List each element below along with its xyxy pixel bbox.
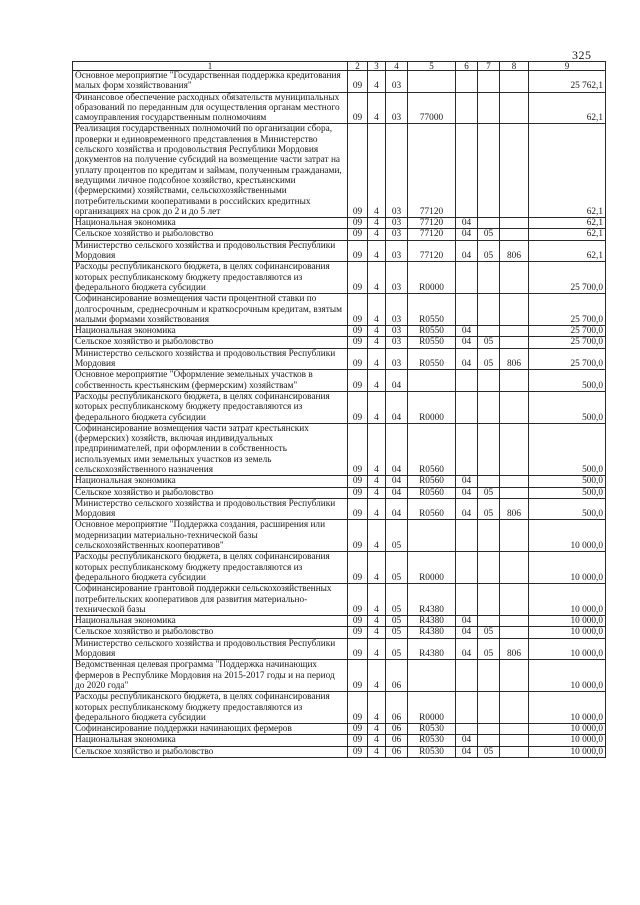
table-row xyxy=(73,552,606,584)
code-event: 03 xyxy=(386,71,408,93)
table-row xyxy=(73,638,606,660)
code-section: 04 xyxy=(456,746,478,757)
row-label: Министерство сельского хозяйства и продовольствия Республики Мордовия xyxy=(73,498,348,520)
row-label: Министерство сельского хозяйства и продовольствия Республики Мордовия xyxy=(73,638,348,660)
row-amount: 62,1 xyxy=(529,124,606,218)
code-event: 03 xyxy=(386,218,408,229)
table-row xyxy=(73,92,606,124)
code-ministry xyxy=(500,229,529,240)
code-event: 06 xyxy=(386,660,408,692)
code-subprogram: 4 xyxy=(368,627,386,638)
row-amount: 500,0 xyxy=(529,423,606,475)
code-event: 06 xyxy=(386,735,408,746)
row-label: Национальная экономика xyxy=(73,735,348,746)
code-event: 03 xyxy=(386,326,408,337)
code-subprogram: 4 xyxy=(368,370,386,392)
row-label: Софинансирование возмещения части затрат крестьянских (фермерских) хозяйств, включая индивидуальных предпринимателей, при оформлении в собственность используемых ими земельных участков из земель сельскохозяйственного назначения xyxy=(73,423,348,475)
table-row xyxy=(73,487,606,498)
code-section: 04 xyxy=(456,627,478,638)
code-direction: R0560 xyxy=(408,487,456,498)
code-ministry: 806 xyxy=(500,638,529,660)
code-subsection xyxy=(478,262,500,294)
code-ministry xyxy=(500,124,529,218)
code-subprogram: 4 xyxy=(368,746,386,757)
code-subprogram: 4 xyxy=(368,476,386,487)
code-ministry xyxy=(500,370,529,392)
code-section xyxy=(456,660,478,692)
code-subsection xyxy=(478,584,500,616)
row-amount: 10 000,0 xyxy=(529,584,606,616)
code-section xyxy=(456,124,478,218)
code-subprogram: 4 xyxy=(368,487,386,498)
row-amount: 500,0 xyxy=(529,370,606,392)
code-subprogram: 4 xyxy=(368,348,386,370)
code-direction xyxy=(408,520,456,552)
col-header: 6 xyxy=(456,62,478,71)
code-gp: 09 xyxy=(348,337,368,348)
code-event: 04 xyxy=(386,370,408,392)
code-event: 03 xyxy=(386,294,408,326)
row-amount: 62,1 xyxy=(529,240,606,262)
code-section: 04 xyxy=(456,498,478,520)
table-row xyxy=(73,71,606,93)
table-row xyxy=(73,660,606,692)
code-subprogram: 4 xyxy=(368,616,386,627)
table-row xyxy=(73,746,606,757)
code-section: 04 xyxy=(456,337,478,348)
code-subsection xyxy=(478,735,500,746)
code-subsection: 05 xyxy=(478,229,500,240)
row-amount: 10 000,0 xyxy=(529,638,606,660)
code-event: 03 xyxy=(386,348,408,370)
code-gp: 09 xyxy=(348,240,368,262)
code-subprogram: 4 xyxy=(368,520,386,552)
row-amount: 10 000,0 xyxy=(529,692,606,724)
code-direction: R0550 xyxy=(408,337,456,348)
code-subsection: 05 xyxy=(478,498,500,520)
row-label: Софинансирование поддержки начинающих фермеров xyxy=(73,724,348,735)
row-amount: 25 700,0 xyxy=(529,326,606,337)
row-amount: 25 700,0 xyxy=(529,348,606,370)
row-label: Министерство сельского хозяйства и продовольствия Республики Мордовия xyxy=(73,348,348,370)
code-gp: 09 xyxy=(348,423,368,475)
code-direction: R0550 xyxy=(408,348,456,370)
row-amount: 10 000,0 xyxy=(529,735,606,746)
code-subsection: 05 xyxy=(478,337,500,348)
table-row xyxy=(73,124,606,218)
row-label: Основное мероприятие "Поддержка создания, расширения или модернизации материально-технической базы сельскохозяйственных кооперативов" xyxy=(73,520,348,552)
code-ministry xyxy=(500,262,529,294)
code-gp: 09 xyxy=(348,552,368,584)
code-subprogram: 4 xyxy=(368,692,386,724)
code-subprogram: 4 xyxy=(368,552,386,584)
code-section xyxy=(456,370,478,392)
row-amount: 10 000,0 xyxy=(529,660,606,692)
code-ministry xyxy=(500,218,529,229)
code-ministry xyxy=(500,294,529,326)
code-ministry xyxy=(500,660,529,692)
code-ministry xyxy=(500,616,529,627)
code-subsection xyxy=(478,326,500,337)
code-gp: 09 xyxy=(348,692,368,724)
code-gp: 09 xyxy=(348,638,368,660)
table-row xyxy=(73,229,606,240)
code-subprogram: 4 xyxy=(368,724,386,735)
code-ministry xyxy=(500,627,529,638)
code-ministry: 806 xyxy=(500,348,529,370)
table-row xyxy=(73,735,606,746)
code-section xyxy=(456,71,478,93)
code-event: 03 xyxy=(386,229,408,240)
row-amount: 25 700,0 xyxy=(529,294,606,326)
code-section xyxy=(456,552,478,584)
row-label: Национальная экономика xyxy=(73,616,348,627)
code-subsection xyxy=(478,724,500,735)
table-row xyxy=(73,423,606,475)
code-gp: 09 xyxy=(348,487,368,498)
code-event: 03 xyxy=(386,337,408,348)
row-amount: 62,1 xyxy=(529,229,606,240)
code-section xyxy=(456,92,478,124)
code-event: 04 xyxy=(386,476,408,487)
col-header: 4 xyxy=(386,62,408,71)
row-label: Расходы республиканского бюджета, в целях софинансирования которых республиканскому бюджету предоставляются из федерального бюджета субсидии xyxy=(73,692,348,724)
row-label: Софинансирование грантовой поддержки сельскохозяйственных потребительских кооперативов для развития материально-технической базы xyxy=(73,584,348,616)
code-gp: 09 xyxy=(348,218,368,229)
table-row xyxy=(73,294,606,326)
code-event: 03 xyxy=(386,124,408,218)
col-header: 9 xyxy=(529,62,606,71)
code-event: 05 xyxy=(386,627,408,638)
row-label: Основное мероприятие "Оформление земельных участков в собственность крестьянским (фермерским) хозяйствам" xyxy=(73,370,348,392)
code-event: 06 xyxy=(386,724,408,735)
code-subsection xyxy=(478,692,500,724)
code-gp: 09 xyxy=(348,627,368,638)
code-event: 05 xyxy=(386,584,408,616)
table-row xyxy=(73,584,606,616)
row-label: Сельское хозяйство и рыболовство xyxy=(73,627,348,638)
code-subprogram: 4 xyxy=(368,124,386,218)
code-gp: 09 xyxy=(348,476,368,487)
code-gp: 09 xyxy=(348,370,368,392)
code-subsection xyxy=(478,124,500,218)
code-direction: R0560 xyxy=(408,423,456,475)
code-section xyxy=(456,584,478,616)
code-gp: 09 xyxy=(348,294,368,326)
code-gp: 09 xyxy=(348,326,368,337)
row-amount: 62,1 xyxy=(529,218,606,229)
code-direction: R0560 xyxy=(408,476,456,487)
code-direction: R0000 xyxy=(408,262,456,294)
code-gp: 09 xyxy=(348,520,368,552)
code-section: 04 xyxy=(456,487,478,498)
row-label: Сельское хозяйство и рыболовство xyxy=(73,229,348,240)
row-amount: 25 762,1 xyxy=(529,71,606,93)
code-subsection: 05 xyxy=(478,487,500,498)
code-subsection: 05 xyxy=(478,638,500,660)
code-gp: 09 xyxy=(348,348,368,370)
code-direction: R0560 xyxy=(408,498,456,520)
code-section: 04 xyxy=(456,326,478,337)
code-subprogram: 4 xyxy=(368,218,386,229)
code-section xyxy=(456,391,478,423)
code-subprogram: 4 xyxy=(368,71,386,93)
row-amount: 62,1 xyxy=(529,92,606,124)
code-ministry xyxy=(500,476,529,487)
code-event: 03 xyxy=(386,262,408,294)
code-subsection xyxy=(478,218,500,229)
code-direction: R0550 xyxy=(408,294,456,326)
code-ministry xyxy=(500,746,529,757)
code-event: 03 xyxy=(386,92,408,124)
table-row xyxy=(73,476,606,487)
code-section xyxy=(456,520,478,552)
row-label: Софинансирование возмещения части процентной ставки по долгосрочным, среднесрочным и краткосрочным кредитам, взятым малыми формами хозяйствования xyxy=(73,294,348,326)
code-event: 04 xyxy=(386,487,408,498)
row-amount: 10 000,0 xyxy=(529,746,606,757)
code-subprogram: 4 xyxy=(368,294,386,326)
row-amount: 500,0 xyxy=(529,391,606,423)
header-row xyxy=(73,62,606,71)
code-subsection xyxy=(478,370,500,392)
code-section: 04 xyxy=(456,476,478,487)
code-ministry xyxy=(500,337,529,348)
code-gp: 09 xyxy=(348,660,368,692)
row-amount: 10 000,0 xyxy=(529,616,606,627)
code-subsection: 05 xyxy=(478,627,500,638)
row-label: Национальная экономика xyxy=(73,218,348,229)
row-amount: 500,0 xyxy=(529,476,606,487)
row-label: Расходы республиканского бюджета, в целях софинансирования которых республиканскому бюджету предоставляются из федерального бюджета субсидии xyxy=(73,262,348,294)
row-label: Расходы республиканского бюджета, в целях софинансирования которых республиканскому бюджету предоставляются из федерального бюджета субсидии xyxy=(73,391,348,423)
table-row xyxy=(73,627,606,638)
code-subprogram: 4 xyxy=(368,584,386,616)
code-direction: 77120 xyxy=(408,240,456,262)
code-gp: 09 xyxy=(348,391,368,423)
table-row xyxy=(73,240,606,262)
code-section: 04 xyxy=(456,240,478,262)
col-header: 2 xyxy=(348,62,368,71)
code-subprogram: 4 xyxy=(368,423,386,475)
code-ministry xyxy=(500,487,529,498)
code-ministry xyxy=(500,692,529,724)
row-label: Основное мероприятие "Государственная поддержка кредитования малых форм хозяйствования" xyxy=(73,71,348,93)
row-label: Сельское хозяйство и рыболовство xyxy=(73,746,348,757)
code-ministry: 806 xyxy=(500,240,529,262)
code-subprogram: 4 xyxy=(368,240,386,262)
table-row xyxy=(73,520,606,552)
code-direction: R0000 xyxy=(408,552,456,584)
code-direction: R4380 xyxy=(408,584,456,616)
code-section: 04 xyxy=(456,218,478,229)
table-row xyxy=(73,498,606,520)
table-row xyxy=(73,692,606,724)
code-subprogram: 4 xyxy=(368,92,386,124)
code-direction: 77120 xyxy=(408,218,456,229)
code-section xyxy=(456,423,478,475)
code-subprogram: 4 xyxy=(368,337,386,348)
code-gp: 09 xyxy=(348,746,368,757)
code-subsection xyxy=(478,616,500,627)
code-subprogram: 4 xyxy=(368,660,386,692)
code-direction: R0000 xyxy=(408,692,456,724)
table-row xyxy=(73,218,606,229)
code-direction xyxy=(408,660,456,692)
code-subprogram: 4 xyxy=(368,391,386,423)
code-ministry xyxy=(500,552,529,584)
code-event: 06 xyxy=(386,692,408,724)
code-direction xyxy=(408,370,456,392)
code-direction: R4380 xyxy=(408,627,456,638)
code-direction: 77120 xyxy=(408,229,456,240)
code-ministry xyxy=(500,92,529,124)
table-row xyxy=(73,391,606,423)
col-header: 5 xyxy=(408,62,456,71)
code-direction: R0550 xyxy=(408,326,456,337)
code-subprogram: 4 xyxy=(368,498,386,520)
code-gp: 09 xyxy=(348,616,368,627)
code-gp: 09 xyxy=(348,498,368,520)
code-event: 05 xyxy=(386,638,408,660)
code-subprogram: 4 xyxy=(368,326,386,337)
code-subprogram: 4 xyxy=(368,262,386,294)
col-header: 8 xyxy=(500,62,529,71)
code-section: 04 xyxy=(456,229,478,240)
code-ministry xyxy=(500,391,529,423)
code-gp: 09 xyxy=(348,262,368,294)
code-event: 04 xyxy=(386,498,408,520)
row-amount: 10 000,0 xyxy=(529,520,606,552)
code-gp: 09 xyxy=(348,124,368,218)
code-ministry xyxy=(500,584,529,616)
code-event: 05 xyxy=(386,616,408,627)
row-amount: 500,0 xyxy=(529,498,606,520)
code-section: 04 xyxy=(456,735,478,746)
code-subprogram: 4 xyxy=(368,229,386,240)
code-subsection xyxy=(478,476,500,487)
code-direction: R0530 xyxy=(408,735,456,746)
code-gp: 09 xyxy=(348,229,368,240)
code-direction: 77120 xyxy=(408,124,456,218)
code-subsection: 05 xyxy=(478,348,500,370)
code-ministry xyxy=(500,71,529,93)
row-label: Национальная экономика xyxy=(73,326,348,337)
code-event: 05 xyxy=(386,552,408,584)
table-row xyxy=(73,616,606,627)
code-event: 04 xyxy=(386,423,408,475)
page-number: 325 xyxy=(572,48,592,62)
code-subprogram: 4 xyxy=(368,735,386,746)
code-section xyxy=(456,294,478,326)
code-subsection xyxy=(478,294,500,326)
code-subsection xyxy=(478,552,500,584)
row-label: Сельское хозяйство и рыболовство xyxy=(73,487,348,498)
code-gp: 09 xyxy=(348,724,368,735)
row-label: Расходы республиканского бюджета, в целях софинансирования которых республиканскому бюджету предоставляются из федерального бюджета субсидии xyxy=(73,552,348,584)
row-amount: 25 700,0 xyxy=(529,337,606,348)
code-direction: 77000 xyxy=(408,92,456,124)
code-subsection xyxy=(478,423,500,475)
code-section xyxy=(456,724,478,735)
code-section: 04 xyxy=(456,348,478,370)
col-header: 1 xyxy=(73,62,348,71)
code-subsection xyxy=(478,92,500,124)
code-gp: 09 xyxy=(348,735,368,746)
code-ministry xyxy=(500,724,529,735)
row-amount: 10 000,0 xyxy=(529,724,606,735)
row-label: Реализация государственных полномочий по организации сбора, проверки и единовременного представления в Министерство сельского хозяйства и продовольствия Республики Мордовия документов на получение субсидий на возмещение части затрат на уплату процентов по кредитам и займам, полученным гражданами, ведущими личное подсобное хозяйство, крестьянскими (фермерскими) хозяйствами, сельскохозяйственными потребительскими кооперативами в российских кредитных организациях на срок до 2 и до 5 лет xyxy=(73,124,348,218)
table-row xyxy=(73,370,606,392)
code-ministry: 806 xyxy=(500,498,529,520)
code-direction xyxy=(408,71,456,93)
row-amount: 500,0 xyxy=(529,487,606,498)
code-direction: R4380 xyxy=(408,616,456,627)
code-section: 04 xyxy=(456,638,478,660)
code-subsection xyxy=(478,71,500,93)
row-label: Национальная экономика xyxy=(73,476,348,487)
col-header: 7 xyxy=(478,62,500,71)
row-amount: 25 700,0 xyxy=(529,262,606,294)
code-subsection: 05 xyxy=(478,240,500,262)
table-row xyxy=(73,337,606,348)
code-subsection xyxy=(478,660,500,692)
code-direction: R0000 xyxy=(408,391,456,423)
col-header: 3 xyxy=(368,62,386,71)
code-section xyxy=(456,262,478,294)
code-ministry xyxy=(500,520,529,552)
code-event: 05 xyxy=(386,520,408,552)
table-row xyxy=(73,262,606,294)
code-gp: 09 xyxy=(348,71,368,93)
code-direction: R4380 xyxy=(408,638,456,660)
table-row xyxy=(73,326,606,337)
row-label: Сельское хозяйство и рыболовство xyxy=(73,337,348,348)
code-event: 06 xyxy=(386,746,408,757)
code-section xyxy=(456,692,478,724)
code-event: 03 xyxy=(386,240,408,262)
code-gp: 09 xyxy=(348,584,368,616)
code-ministry xyxy=(500,326,529,337)
table-row xyxy=(73,348,606,370)
code-ministry xyxy=(500,735,529,746)
code-ministry xyxy=(500,423,529,475)
row-label: Министерство сельского хозяйства и продовольствия Республики Мордовия xyxy=(73,240,348,262)
code-direction: R0530 xyxy=(408,746,456,757)
row-label: Ведомственная целевая программа "Поддержка начинающих фермеров в Республике Мордовия на 2015-2017 годы и на период до 2020 года" xyxy=(73,660,348,692)
budget-table xyxy=(72,61,606,758)
code-gp: 09 xyxy=(348,92,368,124)
code-subsection xyxy=(478,520,500,552)
code-direction: R0530 xyxy=(408,724,456,735)
code-event: 04 xyxy=(386,391,408,423)
code-section: 04 xyxy=(456,616,478,627)
code-subsection: 05 xyxy=(478,746,500,757)
code-subsection xyxy=(478,391,500,423)
row-amount: 10 000,0 xyxy=(529,552,606,584)
table-row xyxy=(73,724,606,735)
row-amount: 10 000,0 xyxy=(529,627,606,638)
row-label: Финансовое обеспечение расходных обязательств муниципальных образований по переданным для осуществления органам местного самоуправления государственным полномочиям xyxy=(73,92,348,124)
code-subprogram: 4 xyxy=(368,638,386,660)
